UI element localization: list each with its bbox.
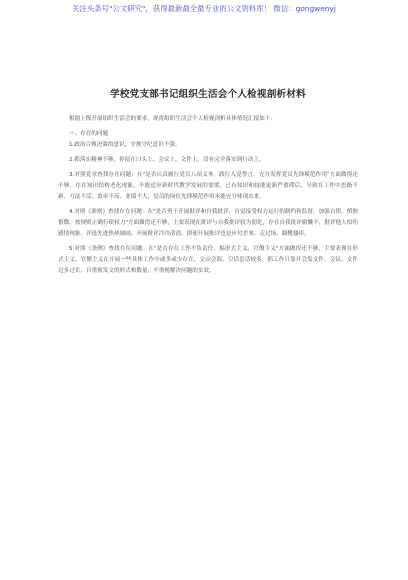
- document-page: [58, 86, 358, 281]
- top-banner: 关注头条号"公文研究"，获得最新最全最专业的公文资料库！ 微信：gongwenyj: [72, 4, 336, 13]
- problem-item-4: 4.对照《准则》查找存在问题：在"是否勇于开展批评和自我批评，自觉接受权力运行的制约和监督，加强自律、慎独慎微，按规则正确行使权力"方面做得还不够，主要表现在批评与自我批评较为弱化，存在自我批评偷懒不，批评他人怕伤感情现象，评选先进热热闹闹，开展批评冷冷清清，即使开展批评也是应付差事、走过场，隔靴搔痒。: [58, 209, 358, 237]
- problem-item-2: 2.抓落实精神不够，停留在口头上、会议上、文件上，没有完全落实到行动上。: [69, 157, 265, 163]
- problem-item-1: 1.政治合规决策的意识，守规守纪意识不强。: [69, 142, 181, 148]
- section-heading: 一、存在的问题: [69, 131, 109, 137]
- intro-paragraph: 根据上级开展组织生活会的要求，现将组织生活会个人检视剖析具体情况汇报如下：: [69, 116, 276, 122]
- problem-item-5: 5.对照《条例》查找存在问题：在"是否存在工作不负责任，搞形式主义、官僚主义"方面做得还不够，主要表现在形式主义、官僚主义在开展一些具体工作中或多或少存在，文山会海、空话套话较多，抓工作只靠开会发文件，会议、文件过多过长，只重视发文的形式和数量，不重视解决问题的实效。: [58, 246, 358, 274]
- problem-item-3: 3.对照党章查找存在问题：在"是否认真履行党员八项义务，践行入党誓言，充分发挥党员先锋模范作用"方面做得还不够，存在知识结构老化现象，不能适应新时代教学发展的需要，已有知识和技能更新严重滞后，导致在工作中思路不新、方法不活、效率不高、业绩不大，党员的岗位先锋模范作用未能充分体现出来。: [58, 172, 358, 200]
- document-title: 学校党支部书记组织生活会个人检视剖析材料: [110, 89, 306, 100]
